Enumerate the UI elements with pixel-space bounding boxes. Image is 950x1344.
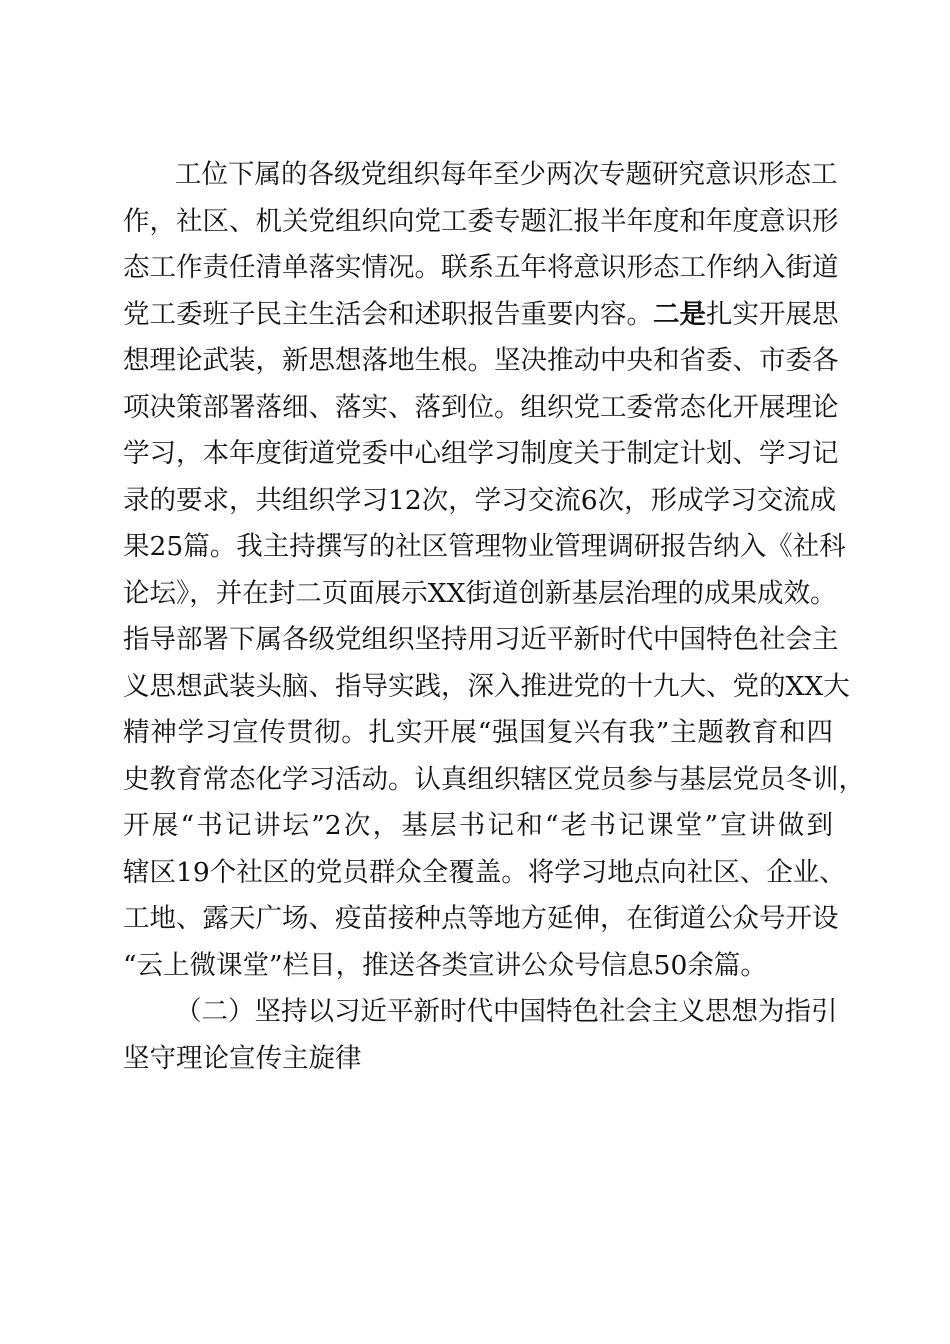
text-line: 开展“书记讲坛”2次，基层书记和“老书记课堂”宣讲做到 <box>123 810 833 841</box>
document-body <box>123 152 865 1082</box>
text-line: 义思想武装头脑、指导实践，深入推进党的十九大、党的XX大 <box>123 670 850 702</box>
text-line: 作，社区、机关党组织向党工委专题汇报半年度和年度意识形 <box>123 205 839 237</box>
text-line: 项决策部署落细、落实、落到位。组织党工委常态化开展理论 <box>123 391 839 423</box>
body-paragraph <box>123 152 865 989</box>
text-line: “云上微课堂”栏目，推送各类宣讲公众号信息50余篇。 <box>123 949 767 981</box>
emphasis-text: 二是 <box>653 298 706 330</box>
text-line: 想理论武装，新思想落地生根。坚决推动中央和省委、市委各 <box>123 345 839 376</box>
text-line: 指导部署下属各级党组织坚持用习近平新时代中国特色社会主 <box>123 624 839 655</box>
text-line: 态工作责任清单落实情况。联系五年将意识形态工作纳入街道 <box>123 252 839 283</box>
text-line: 学习，本年度街道党委中心组学习制度关于制定计划、学习记 <box>123 438 839 469</box>
text-line: 辖区19个社区的党员群众全覆盖。将学习地点向社区、企业、 <box>123 856 846 888</box>
text-line: 史教育常态化学习活动。认真组织辖区党员参与基层党员冬训， <box>123 763 865 795</box>
text-segment: 扎实开展思 <box>706 298 839 330</box>
text-line: 工地、露天广场、疫苗接种点等地方延伸，在街道公众号开设 <box>123 903 839 934</box>
section-heading <box>123 989 838 1082</box>
heading-line: （二）坚持以习近平新时代中国特色社会主义思想为指引 <box>175 996 838 1027</box>
text-line <box>123 292 839 339</box>
text-segment: 党工委班子民主生活会和述职报告重要内容。 <box>123 298 653 330</box>
text-line: 工位下属的各级党组织每年至少两次专题研究意识形态工 <box>175 159 838 190</box>
text-line: 录的要求，共组织学习12次，学习交流6次，形成学习交流成 <box>123 484 837 516</box>
text-line: 果25篇。我主持撰写的社区管理物业管理调研报告纳入《社科 <box>123 531 846 562</box>
text-line: 精神学习宣传贯彻。扎实开展“强国复兴有我”主题教育和四 <box>123 717 833 748</box>
text-line: 论坛》，并在封二页面展示XX街道创新基层治理的成果成效。 <box>123 577 837 609</box>
heading-line: 坚守理论宣传主旋律 <box>123 1042 362 1074</box>
